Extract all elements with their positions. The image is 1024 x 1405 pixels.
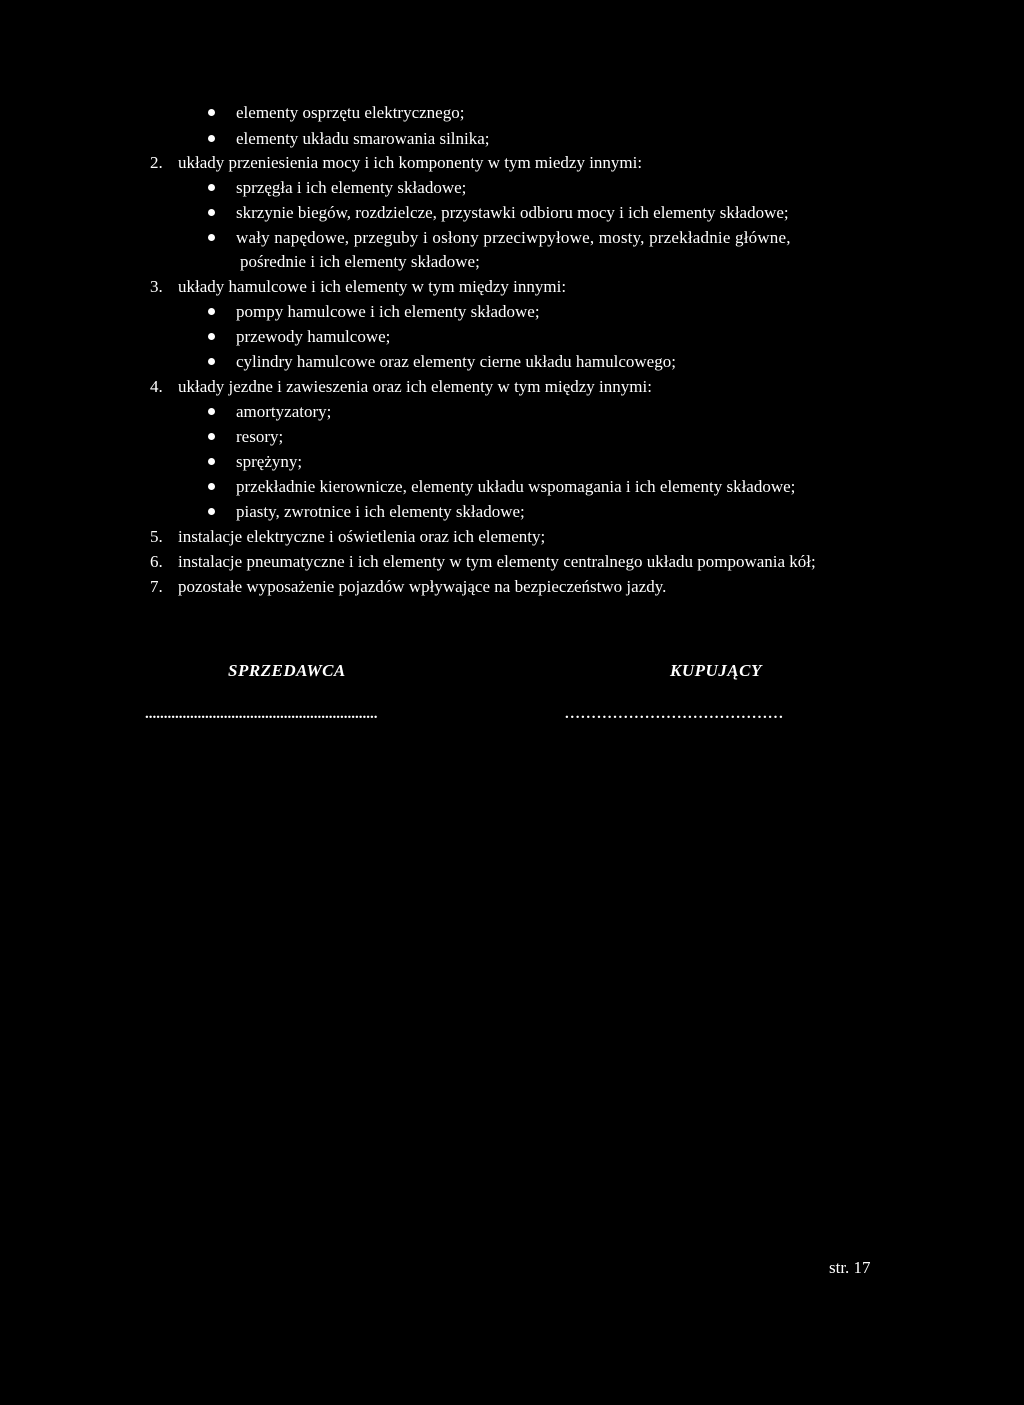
- seller-signature-line: ..............................................................: [145, 706, 378, 722]
- list-item-text: pozostałe wyposażenie pojazdów wpływające na bezpieczeństwo jazdy.: [178, 577, 667, 596]
- bullet-dot: [208, 433, 215, 440]
- list-bullet: sprężyny;: [236, 452, 303, 471]
- buyer-signature-line: .........................................: [565, 706, 785, 722]
- list-bullet-continuation: pośrednie i ich elementy składowe;: [240, 252, 480, 271]
- bullet-dot: [208, 209, 215, 216]
- list-item-text: układy jezdne i zawieszenia oraz ich elementy w tym między innymi:: [178, 377, 652, 396]
- bullet-dot: [208, 135, 215, 142]
- list-bullet: piasty, zwrotnice i ich elementy składowe;: [236, 502, 525, 521]
- list-number: 2.: [150, 153, 163, 172]
- list-bullet: skrzynie biegów, rozdzielcze, przystawki odbioru mocy i ich elementy składowe;: [236, 203, 789, 222]
- list-bullet: przewody hamulcowe;: [236, 327, 391, 346]
- page-number: str. 17: [829, 1258, 871, 1277]
- list-number: 3.: [150, 277, 163, 296]
- bullet-dot: [208, 333, 215, 340]
- list-bullet: elementy układu smarowania silnika;: [236, 129, 490, 148]
- bullet-dot: [208, 184, 215, 191]
- list-bullet: elementy osprzętu elektrycznego;: [236, 103, 465, 122]
- bullet-dot: [208, 358, 215, 365]
- list-bullet: wały napędowe, przeguby i osłony przeciwpyłowe, mosty, przekładnie główne,: [236, 228, 791, 247]
- seller-label: SPRZEDAWCA: [228, 661, 346, 680]
- bullet-dot: [208, 458, 215, 465]
- buyer-label: KUPUJĄCY: [670, 661, 762, 680]
- list-bullet: przekładnie kierownicze, elementy układu wspomagania i ich elementy składowe;: [236, 477, 796, 496]
- list-number: 7.: [150, 577, 163, 596]
- bullet-dot: [208, 234, 215, 241]
- list-number: 5.: [150, 527, 163, 546]
- list-item-text: instalacje pneumatyczne i ich elementy w tym elementy centralnego układu pompowania kół;: [178, 552, 816, 571]
- list-number: 6.: [150, 552, 163, 571]
- list-item-text: układy przeniesienia mocy i ich komponenty w tym miedzy innymi:: [178, 153, 643, 172]
- list-bullet: amortyzatory;: [236, 402, 332, 421]
- bullet-dot: [208, 483, 215, 490]
- bullet-dot: [208, 408, 215, 415]
- list-item-text: instalacje elektryczne i oświetlenia oraz ich elementy;: [178, 527, 546, 546]
- bullet-dot: [208, 308, 215, 315]
- list-bullet: pompy hamulcowe i ich elementy składowe;: [236, 302, 540, 321]
- list-bullet: sprzęgła i ich elementy składowe;: [236, 178, 467, 197]
- bullet-dot: [208, 109, 215, 116]
- list-bullet: resory;: [236, 427, 284, 446]
- list-number: 4.: [150, 377, 163, 396]
- list-item-text: układy hamulcowe i ich elementy w tym między innymi:: [178, 277, 567, 296]
- list-bullet: cylindry hamulcowe oraz elementy cierne układu hamulcowego;: [236, 352, 676, 371]
- bullet-dot: [208, 508, 215, 515]
